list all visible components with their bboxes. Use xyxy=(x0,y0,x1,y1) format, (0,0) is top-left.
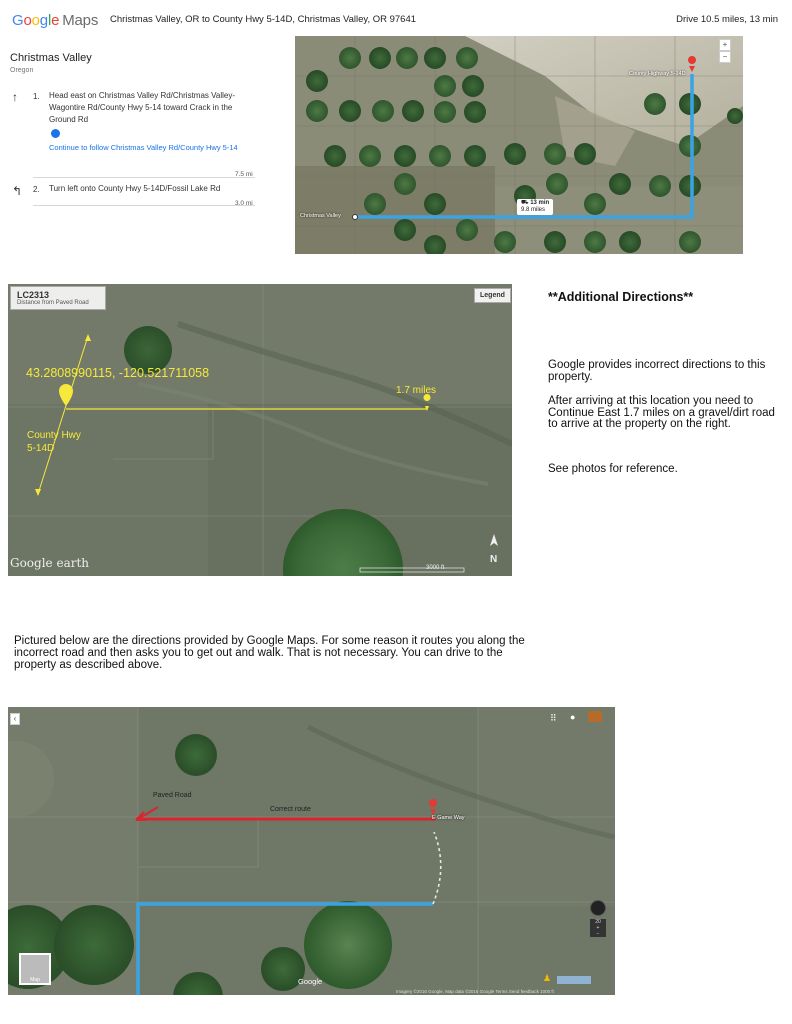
compass-icon[interactable] xyxy=(590,900,606,916)
zoom-controls xyxy=(590,919,606,937)
route-map-satellite xyxy=(295,36,743,254)
road-label: County Hwy xyxy=(27,430,81,441)
step-divider xyxy=(33,205,255,206)
logo-product: Maps xyxy=(62,12,99,29)
correct-route-label: Correct route xyxy=(270,806,311,813)
destination-label: E Game Way xyxy=(432,815,465,821)
origin-name: Christmas Valley xyxy=(10,52,92,64)
earth-map[interactable] xyxy=(8,284,512,576)
zoom-level: 20 xyxy=(595,919,601,925)
step-number: 1. xyxy=(33,92,40,101)
step-divider xyxy=(33,177,255,178)
scale-label: 3000 ft xyxy=(426,565,445,571)
earth-map-satellite xyxy=(8,284,512,576)
earth-mode-icon[interactable] xyxy=(588,711,602,722)
route-map[interactable] xyxy=(295,36,743,254)
google-maps-logo[interactable] xyxy=(12,12,98,29)
bottom-map-satellite xyxy=(8,707,615,995)
map-type-toggle[interactable] xyxy=(19,953,51,985)
logo-letter: g xyxy=(39,12,48,29)
step-text[interactable]: Head east on Christmas Valley Rd/Christmas Valley-Wagontire Rd/County Hwy 5-14 toward Crack in the Ground Rd xyxy=(49,91,235,124)
logo-letter: e xyxy=(51,12,60,29)
map-attribution: Imagery ©2016 Google, Map data ©2016 Google Terms Send feedback 1000 ft xyxy=(396,989,554,994)
logo-letter: G xyxy=(12,12,24,29)
step-distance: 3.0 mi xyxy=(235,200,253,207)
road-label: 5-14D xyxy=(27,443,55,454)
imagery-strip[interactable] xyxy=(557,976,591,984)
logo-letter: o xyxy=(23,12,32,29)
legend-button[interactable]: Legend xyxy=(474,288,511,303)
settings-icon[interactable]: ● xyxy=(570,712,576,722)
google-maps-satellite-view[interactable] xyxy=(8,707,615,995)
distance-label: 1.7 miles xyxy=(396,385,437,396)
turn-left-arrow-icon: ↰ xyxy=(12,184,23,198)
trip-distance: 9.8 miles xyxy=(521,207,546,213)
step-text[interactable]: Turn left onto County Hwy 5-14D/Fossil Lake Rd xyxy=(49,184,221,193)
google-earth-logo: Google earth xyxy=(10,556,90,570)
route-title: Christmas Valley, OR to County Hwy 5-14D, Christmas Valley, OR 97641 xyxy=(110,14,417,25)
placemark-title: LC2313 xyxy=(17,290,50,300)
route-summary: Drive 10.5 miles, 13 min xyxy=(676,14,778,25)
placemark-info-box xyxy=(10,286,106,310)
additional-paragraph: Google provides incorrect directions to this property. xyxy=(548,359,766,383)
continue-dot-icon xyxy=(51,129,60,138)
zoom-in-button[interactable]: + xyxy=(719,39,731,51)
zoom-in-button[interactable]: + xyxy=(596,925,600,931)
trip-summary-box[interactable] xyxy=(517,199,553,215)
route-map-zoom-controls xyxy=(719,39,731,63)
pegman-icon[interactable]: ♟ xyxy=(543,973,552,983)
note-paragraph: Pictured below are the directions provided by Google Maps. For some reason it routes you along the incorrect road and then asks you to get out and walk. That is not necessary. You can drive to the property as described above. xyxy=(14,635,525,671)
step-distance: 7.5 mi xyxy=(235,171,253,178)
origin-marker xyxy=(353,215,358,220)
step-number: 2. xyxy=(33,185,40,194)
zoom-out-button[interactable]: − xyxy=(719,51,731,63)
origin-label: Christmas Valley xyxy=(300,213,341,219)
logo-letter: l xyxy=(47,12,52,29)
apps-grid-icon[interactable]: ⠿ xyxy=(550,713,557,723)
trip-time: 13 min xyxy=(530,200,550,206)
destination-label: County Highway 5-14D xyxy=(629,71,686,77)
car-icon: ⛟ xyxy=(521,200,531,206)
origin-region: Oregon xyxy=(10,67,34,74)
straight-arrow-icon: ↑ xyxy=(12,90,18,104)
placemark-subtitle: Distance from Paved Road xyxy=(17,300,89,306)
google-logo: Google xyxy=(298,977,323,986)
zoom-out-button[interactable]: − xyxy=(596,931,600,937)
compass-north-label: N xyxy=(490,554,498,565)
paved-road-label: Paved Road xyxy=(153,792,192,799)
additional-paragraph: After arriving at this location you need to Continue East 1.7 miles on a gravel/dirt road to arrive at the property on the right. xyxy=(548,395,775,430)
coordinates-label: 43.2808990115, -120.521711058 xyxy=(26,366,210,380)
collapse-panel-button[interactable]: ‹ xyxy=(10,713,20,725)
additional-paragraph: See photos for reference. xyxy=(548,463,678,475)
map-type-label: Map xyxy=(30,977,40,983)
additional-directions-title: **Additional Directions** xyxy=(548,290,694,304)
logo-letter: o xyxy=(31,12,40,29)
step-continue-link[interactable]: Continue to follow Christmas Valley Rd/County Hwy 5-14 xyxy=(49,143,238,152)
